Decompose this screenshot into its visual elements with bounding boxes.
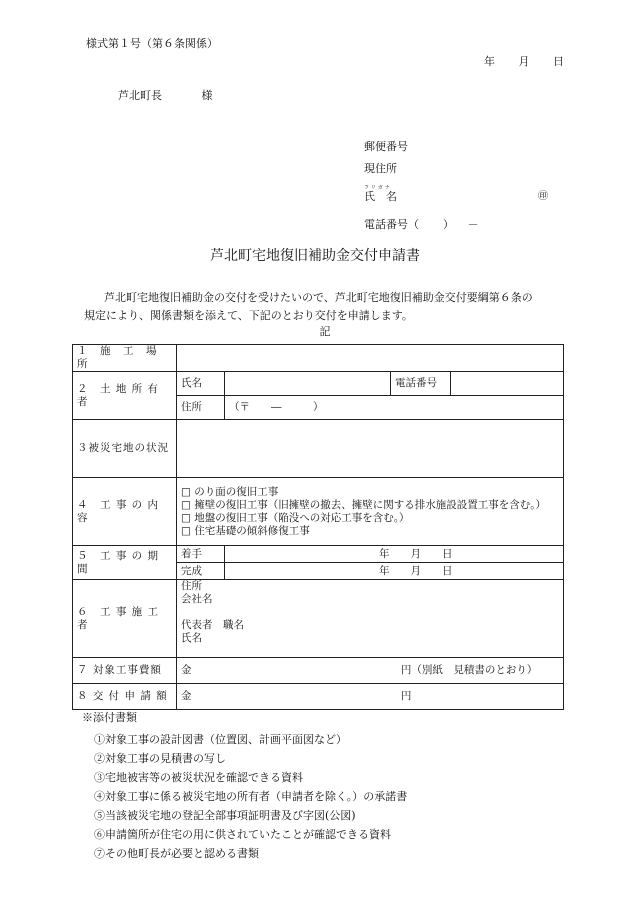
attachments-title: ※添付書類	[82, 711, 137, 724]
applicant-block	[364, 140, 548, 240]
work-start-ymd: 年 月 日	[379, 547, 453, 560]
attachment-item: ③宅地被害等の被災状況を確認できる資料	[94, 771, 303, 784]
work-option-ground[interactable]: □ 地盤の復旧工事（陥没への対応工事を含む。）	[181, 511, 410, 524]
date-month-label: 月	[518, 55, 530, 68]
postal-code-label: 郵便番号	[364, 140, 408, 153]
row-contractor	[73, 580, 564, 658]
contractor-address-label: 住所	[181, 580, 202, 592]
contractor-rep-name-label: 氏名	[181, 632, 202, 644]
requested-amount-suffix: 円	[400, 690, 412, 702]
work-content-checklist	[177, 478, 564, 546]
eligible-cost-label: ７ 対象工事費額	[73, 658, 177, 684]
work-end-date[interactable]	[225, 563, 564, 580]
work-end-label: 完成	[177, 563, 225, 580]
contractor-field[interactable]	[177, 580, 564, 658]
attachment-item: ⑥申請箇所が住宅の用に供されていたことが確認できる資料	[94, 828, 391, 841]
eligible-cost-prefix: 金	[181, 664, 192, 676]
form-number: 様式第１号（第６条関係）	[86, 37, 218, 50]
requested-amount-label: ８ 交 付 申 請 額	[73, 684, 177, 710]
intro-paragraph	[84, 289, 574, 325]
damage-status-field[interactable]	[177, 420, 564, 478]
document-title: 芦北町宅地復旧補助金交付申請書	[210, 248, 420, 264]
date-line	[484, 56, 584, 67]
postal-placeholder: （〒 ― ）	[229, 401, 324, 413]
requested-amount-prefix: 金	[181, 690, 192, 702]
addressee-name: 芦北町長	[118, 89, 162, 102]
name-line	[364, 185, 548, 204]
furigana-label: フリガナ	[364, 185, 392, 191]
phone-dash: －	[467, 218, 479, 231]
ki-heading: 記	[319, 325, 331, 338]
landowner-label: ２ 土 地 所 有 者	[73, 372, 177, 420]
addressee	[118, 90, 213, 101]
landowner-phone-field[interactable]	[451, 372, 564, 396]
work-option-foundation[interactable]: □ 住宅基礎の傾斜修復工事	[181, 524, 310, 537]
phone-label: 電話番号（	[364, 218, 419, 231]
landowner-address-label: 住所	[177, 396, 225, 420]
contractor-label: ６ 工 事 施 工 者	[73, 580, 177, 658]
row-work-period-start	[73, 546, 564, 563]
row-eligible-cost	[73, 658, 564, 684]
work-option-slope[interactable]: □ のり面の復旧工事	[181, 485, 279, 498]
contractor-rep-label: 代表者 職名	[181, 619, 244, 631]
date-year-label: 年	[484, 55, 495, 68]
landowner-phone-label: 電話番号	[391, 372, 451, 396]
construction-site-field[interactable]	[177, 345, 564, 372]
landowner-name-label: 氏名	[177, 372, 225, 396]
seal-mark: ㊞	[538, 191, 548, 202]
row-requested-amount	[73, 684, 564, 710]
attachment-item: ④対象工事に係る被災宅地の所有者（申請者を除く。）の承諾書	[94, 790, 408, 803]
attachments-list	[94, 730, 407, 863]
contractor-company-label: 会社名	[181, 593, 213, 605]
row-work-content	[73, 478, 564, 546]
landowner-name-field[interactable]	[225, 372, 391, 396]
construction-site-label: １ 施 工 場 所	[73, 345, 177, 372]
row-landowner-name	[73, 372, 564, 396]
attachment-item: ①対象工事の設計図書（位置図、計画平面図など）	[94, 733, 347, 746]
intro-line-2: 規定により、関係書類を添えて、下記のとおり交付を申請します。	[84, 309, 413, 322]
work-end-ymd: 年 月 日	[379, 564, 453, 577]
work-start-date[interactable]	[225, 546, 564, 563]
work-start-label: 着手	[177, 546, 225, 563]
damage-status-label: ３被災宅地の状況	[73, 420, 177, 478]
phone-close: ）	[443, 218, 454, 231]
address-label: 現住所	[364, 162, 397, 175]
work-period-label: ５ 工 事 の 期 間	[73, 546, 177, 580]
landowner-address-field[interactable]	[225, 396, 564, 420]
work-content-label: ４ 工 事 の 内 容	[73, 478, 177, 546]
addressee-title: 様	[201, 89, 213, 102]
requested-amount-field[interactable]	[177, 684, 564, 710]
application-table	[72, 344, 564, 710]
phone-line	[364, 218, 479, 232]
attachment-item: ⑤当該被災宅地の登記全部事項証明書及び字図(公図)	[94, 809, 356, 822]
intro-line-1: 芦北町宅地復旧補助金の交付を受けたいので、芦北町宅地復旧補助金交付要綱第６条の	[104, 291, 533, 304]
attachment-item: ②対象工事の見積書の写し	[94, 752, 226, 765]
attachment-item: ⑦その他町長が必要と認める書類	[94, 847, 259, 860]
date-day-label: 日	[553, 55, 564, 68]
row-damage-status	[73, 420, 564, 478]
name-label: 氏 名	[364, 190, 397, 203]
eligible-cost-suffix: 円（別紙 見積書のとおり）	[400, 664, 538, 676]
eligible-cost-field[interactable]	[177, 658, 564, 684]
work-option-retaining-wall[interactable]: □ 擁壁の復旧工事（旧擁壁の撤去、擁壁に関する排水施設設置工事を含む。）	[181, 498, 547, 511]
row-construction-site	[73, 345, 564, 372]
